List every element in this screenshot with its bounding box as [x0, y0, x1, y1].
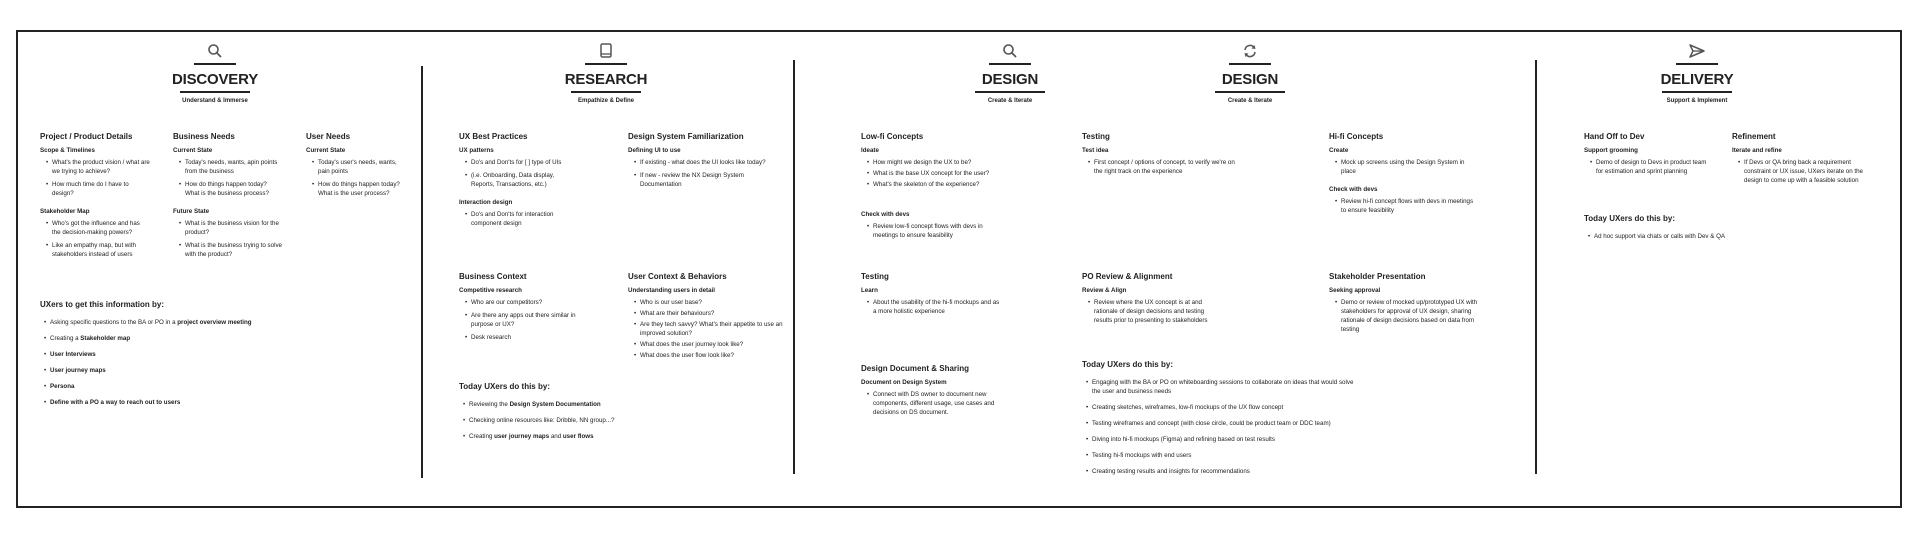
list-item: • What does the user journey look like? [634, 340, 788, 349]
list-item: • Are there any apps out there similar in purpose or UX? [465, 311, 579, 329]
bullet-list [861, 158, 991, 189]
card-ux-best-practices [459, 132, 579, 238]
bullet-list [459, 298, 579, 342]
phase-subtitle: Create & Iterate [1227, 98, 1273, 104]
book-icon [597, 42, 615, 60]
phase-subtitle: Support & Implement [1666, 98, 1728, 104]
list-item: • Mock up screens using the Design System in place [1335, 158, 1479, 176]
accent-bar [194, 63, 236, 65]
list-item: • Who are our competitors? [465, 298, 579, 307]
list-item: • Define with a PO a way to reach out to users [44, 398, 280, 407]
title-underline [1662, 91, 1732, 93]
bullet-list [628, 158, 768, 189]
card-lofi-concepts [861, 132, 991, 250]
list-item: • Connect with DS owner to document new components, different usage, use cases and decisions on DS document. [867, 390, 1001, 417]
card-subheading: UX patterns [459, 147, 494, 154]
card-hand-off [1584, 132, 1714, 186]
card-subheading: Test idea [1082, 147, 1109, 154]
card-subheading: Scope & Timelines [40, 147, 95, 154]
list-item: • Persona [44, 382, 280, 391]
list-item: • Are they tech savvy? What's their appetite to use an improved solution? [634, 320, 788, 338]
list-item: • Review where the UX concept is at and rationale of design decisions and testing results prior to presenting to stakeholders [1088, 298, 1222, 325]
card-subheading: Ideate [861, 147, 879, 154]
list-item: • Creating a Stakeholder map [44, 334, 280, 343]
section-title: UXers to get this information by: [40, 300, 165, 309]
card-title: Business Needs [173, 132, 235, 141]
list-item: • (i.e. Onboarding, Data display, Reports, Transactions, etc.) [465, 171, 579, 189]
refresh-icon [1241, 42, 1259, 60]
list-item: • Testing wireframes and concept (with close circle, could be product team or DDC team) [1086, 419, 1362, 428]
card-subheading: Stakeholder Map [40, 208, 90, 215]
bullet-list [1082, 158, 1242, 176]
card-title: Design System Familiarization [628, 132, 744, 141]
card-title: User Context & Behaviors [628, 272, 727, 281]
list-item: • Do's and Don'ts for interaction component design [465, 210, 579, 228]
card-subheading: Check with devs [861, 211, 910, 218]
phase-discovery [115, 42, 315, 105]
title-underline [975, 91, 1045, 93]
list-item: • What's the product vision / what are we trying to achieve? [46, 158, 150, 176]
bullet-list [628, 298, 788, 360]
card-refinement [1732, 132, 1872, 195]
send-icon [1688, 42, 1706, 60]
title-underline [1215, 91, 1285, 93]
card-subheading: Future State [173, 208, 210, 215]
list-item: • User journey maps [44, 366, 280, 375]
list-item: • Review low-fi concept flows with devs in meetings to ensure feasibility [867, 222, 991, 240]
card-testing-idea [1082, 132, 1242, 186]
card-testing-learn [861, 272, 1001, 326]
list-item: • Engaging with the BA or PO on whiteboarding sessions to collaborate on ideas that would solve the user and business needs [1086, 378, 1362, 396]
list-item: • What are their behaviours? [634, 309, 788, 318]
bullet-list [1329, 298, 1479, 334]
card-title: Refinement [1732, 132, 1776, 141]
phase-subtitle: Create & Iterate [987, 98, 1033, 104]
phase-title: DISCOVERY [172, 71, 258, 88]
card-title: Low-fi Concepts [861, 132, 924, 141]
card-title: Testing [1082, 132, 1110, 141]
list-item: • If new - review the NX Design System Documentation [634, 171, 768, 189]
bullet-list [40, 318, 280, 407]
card-title: PO Review & Alignment [1082, 272, 1173, 281]
phase-subtitle: Empathize & Define [577, 98, 634, 104]
process-frame [16, 30, 1902, 508]
card-stakeholder-presentation [1329, 272, 1479, 344]
list-item: • Who is our user base? [634, 298, 788, 307]
list-item: • Testing hi-fi mockups with end users [1086, 451, 1362, 460]
card-subheading: Seeking approval [1329, 287, 1381, 294]
title-underline [180, 91, 250, 93]
phase-subtitle: Understand & Immerse [182, 98, 248, 104]
bullet-list [1329, 158, 1479, 176]
bullet-list [861, 390, 1001, 417]
list-item: • If existing - what does the UI looks like today? [634, 158, 768, 167]
list-item: • Reviewing the Design System Documentation [463, 400, 659, 409]
divider [421, 66, 423, 478]
accent-bar [1229, 63, 1271, 65]
delivery-today-list [1584, 214, 1784, 248]
card-subheading: Defining UI to use [628, 147, 681, 154]
list-item: • Do's and Don'ts for [ ] type of UIs [465, 158, 579, 167]
card-subheading: Competitive research [459, 287, 522, 294]
card-title: Hand Off to Dev [1584, 132, 1645, 141]
card-title: Design Document & Sharing [861, 364, 970, 373]
card-design-document [861, 364, 1001, 427]
research-today-list [459, 382, 659, 448]
list-item: • Creating user journey maps and user flows [463, 432, 659, 441]
card-subheading: Current State [306, 147, 346, 154]
list-item: • How much time do I have to design? [46, 180, 150, 198]
list-item: • User Interviews [44, 350, 280, 359]
section-title: Today UXers do this by: [1082, 360, 1173, 369]
phase-research [506, 42, 706, 105]
divider [793, 60, 795, 474]
design-today-list [1082, 360, 1362, 483]
list-item: • Asking specific questions to the BA or PO in a project overview meeting [44, 318, 280, 327]
section-title: Today UXers do this by: [1584, 214, 1675, 223]
list-item: • Who's got the influence and has the decision-making powers? [46, 219, 150, 237]
card-subheading: Create [1329, 147, 1349, 154]
phase-title: RESEARCH [564, 71, 648, 88]
list-item: • What's the skeleton of the experience? [867, 180, 991, 189]
list-item: • How might we design the UX to be? [867, 158, 991, 167]
divider [1535, 60, 1537, 474]
bullet-list [459, 210, 579, 228]
phase-design-ideate [910, 42, 1110, 105]
card-title: Stakeholder Presentation [1329, 272, 1426, 281]
card-subheading: Document on Design System [861, 379, 947, 386]
list-item: • What does the user flow look like? [634, 351, 788, 360]
card-subheading: Learn [861, 287, 878, 294]
list-item: • How do things happen today? What is the business process? [179, 180, 283, 198]
bullet-list [1732, 158, 1872, 185]
card-design-system [628, 132, 768, 199]
card-title: Hi-fi Concepts [1329, 132, 1384, 141]
bullet-list [1329, 197, 1479, 215]
search-icon [206, 42, 224, 60]
bullet-list [861, 222, 991, 240]
card-title: Business Context [459, 272, 527, 281]
card-subheading: Understanding users in detail [628, 287, 715, 294]
card-title: User Needs [306, 132, 351, 141]
card-title: Testing [861, 272, 889, 281]
card-subheading: Iterate and refine [1732, 147, 1782, 154]
phase-title: DESIGN [1221, 71, 1279, 88]
bullet-list [173, 158, 283, 198]
card-subheading: Check with devs [1329, 186, 1378, 193]
discovery-uxers-list [40, 300, 280, 414]
card-po-review [1082, 272, 1222, 335]
list-item: • Today's needs, wants, apin points from the business [179, 158, 283, 176]
list-item: • How do things happen today? What is the user process? [312, 180, 406, 198]
bullet-list [173, 219, 283, 259]
phase-design-iterate [1150, 42, 1350, 105]
card-title: Project / Product Details [40, 132, 133, 141]
bullet-list [306, 158, 406, 198]
card-subheading: Interaction design [459, 199, 513, 206]
card-project-details [40, 132, 150, 269]
card-business-context [459, 272, 579, 352]
list-item: • Demo or review of mocked up/prototyped UX with stakeholders for approval of UX design, sharing rationale of design decisions based on data from testing [1335, 298, 1479, 334]
search-icon [1001, 42, 1019, 60]
bullet-list [1082, 298, 1222, 325]
card-title: UX Best Practices [459, 132, 528, 141]
accent-bar [1676, 63, 1718, 65]
phase-title: DELIVERY [1660, 71, 1734, 88]
list-item: • Today's user's needs, wants, pain points [312, 158, 406, 176]
bullet-list [459, 158, 579, 189]
card-user-needs [306, 132, 406, 208]
list-item: • Ad hoc support via chats or calls with Dev & QA [1588, 232, 1784, 241]
title-underline [571, 91, 641, 93]
list-item: • What is the base UX concept for the user? [867, 169, 991, 178]
phase-delivery [1597, 42, 1797, 105]
list-item: • Like an empathy map, but with stakeholders instead of users [46, 241, 150, 259]
list-item: • Creating testing results and insights for recommendations [1086, 467, 1362, 476]
list-item: • Diving into hi-fi mockups (Figma) and refining based on test results [1086, 435, 1362, 444]
list-item: • What is the business trying to solve with the product? [179, 241, 283, 259]
card-subheading: Current State [173, 147, 213, 154]
card-subheading: Support grooming [1584, 147, 1638, 154]
bullet-list [40, 219, 150, 259]
list-item: • About the usability of the hi-fi mockups and as a more holistic experience [867, 298, 1001, 316]
card-user-context [628, 272, 788, 362]
list-item: • Checking online resources like: Dribble, NN group...? [463, 416, 659, 425]
accent-bar [585, 63, 627, 65]
card-business-needs [173, 132, 283, 269]
accent-bar [989, 63, 1031, 65]
phase-title: DESIGN [981, 71, 1039, 88]
list-item: • If Devs or QA bring back a requirement constraint or UX issue, UXers iterate on the design to come up with a feasible solution [1738, 158, 1872, 185]
bullet-list [861, 298, 1001, 316]
bullet-list [1584, 232, 1784, 241]
section-title: Today UXers do this by: [459, 382, 550, 391]
list-item: • What is the business vision for the product? [179, 219, 283, 237]
bullet-list [40, 158, 150, 198]
bullet-list [459, 400, 659, 441]
list-item: • Creating sketches, wireframes, low-fi mockups of the UX flow concept [1086, 403, 1362, 412]
bullet-list [1082, 378, 1362, 476]
bullet-list [1584, 158, 1714, 176]
list-item: • Desk research [465, 333, 579, 342]
list-item: • Review hi-fi concept flows with devs in meetings to ensure feasibility [1335, 197, 1479, 215]
card-hifi-concepts [1329, 132, 1479, 225]
list-item: • First concept / options of concept, to verify we're on the right track on the experience [1088, 158, 1242, 176]
list-item: • Demo of design to Devs in product team for estimation and sprint planning [1590, 158, 1714, 176]
card-subheading: Review & Align [1082, 287, 1127, 294]
